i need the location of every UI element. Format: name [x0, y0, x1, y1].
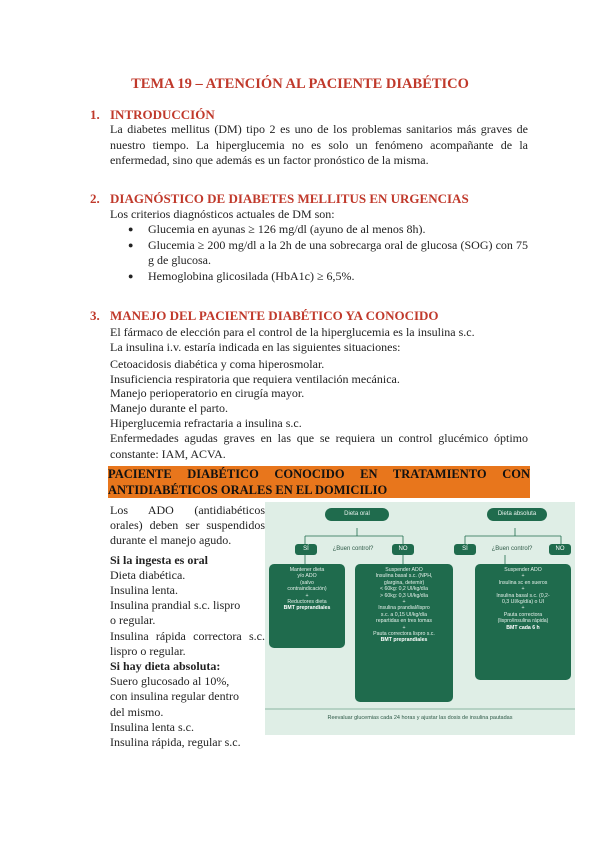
text-line: o regular. — [110, 613, 156, 628]
text-line: Insulina prandial s.c. lispro — [110, 598, 241, 613]
text-line: Insulina rápida, regular s.c. — [110, 735, 241, 750]
text-line: lispro o regular. — [110, 643, 186, 658]
page-title: TEMA 19 – ATENCIÓN AL PACIENTE DIABÉTICO — [131, 76, 469, 92]
section-heading-manejo: 3. MANEJO DEL PACIENTE DIABÉTICO YA CONOCIDO — [90, 308, 439, 323]
si-chip: SÍ — [454, 544, 476, 555]
text-line: Insulina lenta s.c. — [110, 719, 194, 734]
box-suspender-ado: Suspender ADO Insulina basal s.c. (NPH, glargina, detemir) < 60kg: 0,2 UI/kg/día > 60kg: 0,3 UI/kg/día + Insulina prandial/lispro s.c. a 0,15 UI/kg/día repartidas en tres tomas + Pauta correctora lispro s.c. BMT preprandiales — [355, 564, 453, 702]
buen-control-question: ¿Buen control? — [332, 546, 374, 552]
highlight-heading: PACIENTE DIABÉTICO CONOCIDO EN TRATAMIENTO CON ANTIDIABÉTICOS ORALES EN EL DOMICILIO — [108, 467, 530, 497]
text-paragraph: Enfermedades agudas graves en las que se requiera un control glucémico óptimo constante: IAM, ACVA. — [110, 431, 528, 461]
text-line: Cetoacidosis diabética y coma hiperosmolar. — [110, 357, 325, 371]
abs-heading: Si hay dieta absoluta: — [110, 659, 221, 674]
list-item: ● Hemoglobina glicosilada (HbA1c) ≥ 6,5%. — [128, 269, 528, 285]
flowchart — [265, 502, 575, 735]
dieta-absoluta-node: Dieta absoluta — [487, 508, 547, 521]
text-line: Insuficiencia respiratoria que requiera ventilación mecánica. — [110, 372, 400, 386]
no-chip: NO — [549, 544, 571, 555]
ado-paragraph: Los ADO (antidiabéticos orales) deben ser suspendidos durante el manejo agudo. — [110, 503, 265, 548]
no-chip: NO — [392, 544, 414, 555]
diagnostico-intro: Los criterios diagnósticos actuales de DM son: — [110, 207, 335, 221]
text-line: Manejo perioperatorio en cirugía mayor. — [110, 386, 305, 400]
text-line: Insulina rápida correctora s.c. — [110, 628, 265, 643]
list-item: ● Glucemia ≥ 200 mg/dl a la 2h de una sobrecarga oral de glucosa (SOG) con 75 g de glucosa. — [128, 238, 528, 269]
text-line: La insulina i.v. estaría indicada en las siguientes situaciones: — [110, 340, 401, 354]
text-line: del mismo. — [110, 704, 164, 719]
text-line: Manejo durante el parto. — [110, 401, 228, 415]
list-item: ● Glucemia en ayunas ≥ 126 mg/dl (ayuno de al menos 8h). — [128, 222, 528, 238]
text-line: Hiperglucemia refractaria a insulina s.c. — [110, 416, 302, 430]
text-line: con insulina regular dentro — [110, 689, 239, 704]
si-chip: SÍ — [295, 544, 317, 555]
flowchart-footer: Reevaluar glucemias cada 24 horas y ajustar las dosis de insulina pautadas — [327, 715, 513, 721]
box-mantener-dieta: Mantener dieta y/o ADO (salvo contraindicación) + Reductores dieta BMT preprandiales — [269, 564, 345, 648]
dieta-oral-node: Dieta oral — [325, 508, 389, 521]
left-column — [110, 503, 265, 750]
text-line: Insulina lenta. — [110, 583, 178, 598]
buen-control-question: ¿Buen control? — [491, 546, 533, 552]
text-line: Dieta diabética. — [110, 567, 186, 582]
text-line: Suero glucosado al 10%, — [110, 674, 230, 689]
oral-heading: Si la ingesta es oral — [110, 552, 208, 567]
text-line: El fármaco de elección para el control de la hiperglucemia es la insulina s.c. — [110, 325, 475, 339]
intro-paragraph: La diabetes mellitus (DM) tipo 2 es uno de los problemas sanitarios más graves de nuestro tiempo. La hiperglucemia no es solo un fenómeno acompañante de la enfermedad, sino que además es un factor pronóstico de la misma. — [110, 122, 528, 167]
section-heading-introduccion: 1. INTRODUCCIÓN — [90, 107, 215, 122]
diagnostic-criteria-list — [128, 222, 528, 284]
section-heading-diagnostico: 2. DIAGNÓSTICO DE DIABETES MELLITUS EN URGENCIAS — [90, 191, 469, 206]
box-dieta-absoluta: Suspender ADO + Insulina sc en sueros + Insulina basal s.c. (0,2- 0,3 UI/kg/día) o UI + Pauta correctora (lispro/insulina rápida) BMT cada 6 h — [475, 564, 571, 680]
